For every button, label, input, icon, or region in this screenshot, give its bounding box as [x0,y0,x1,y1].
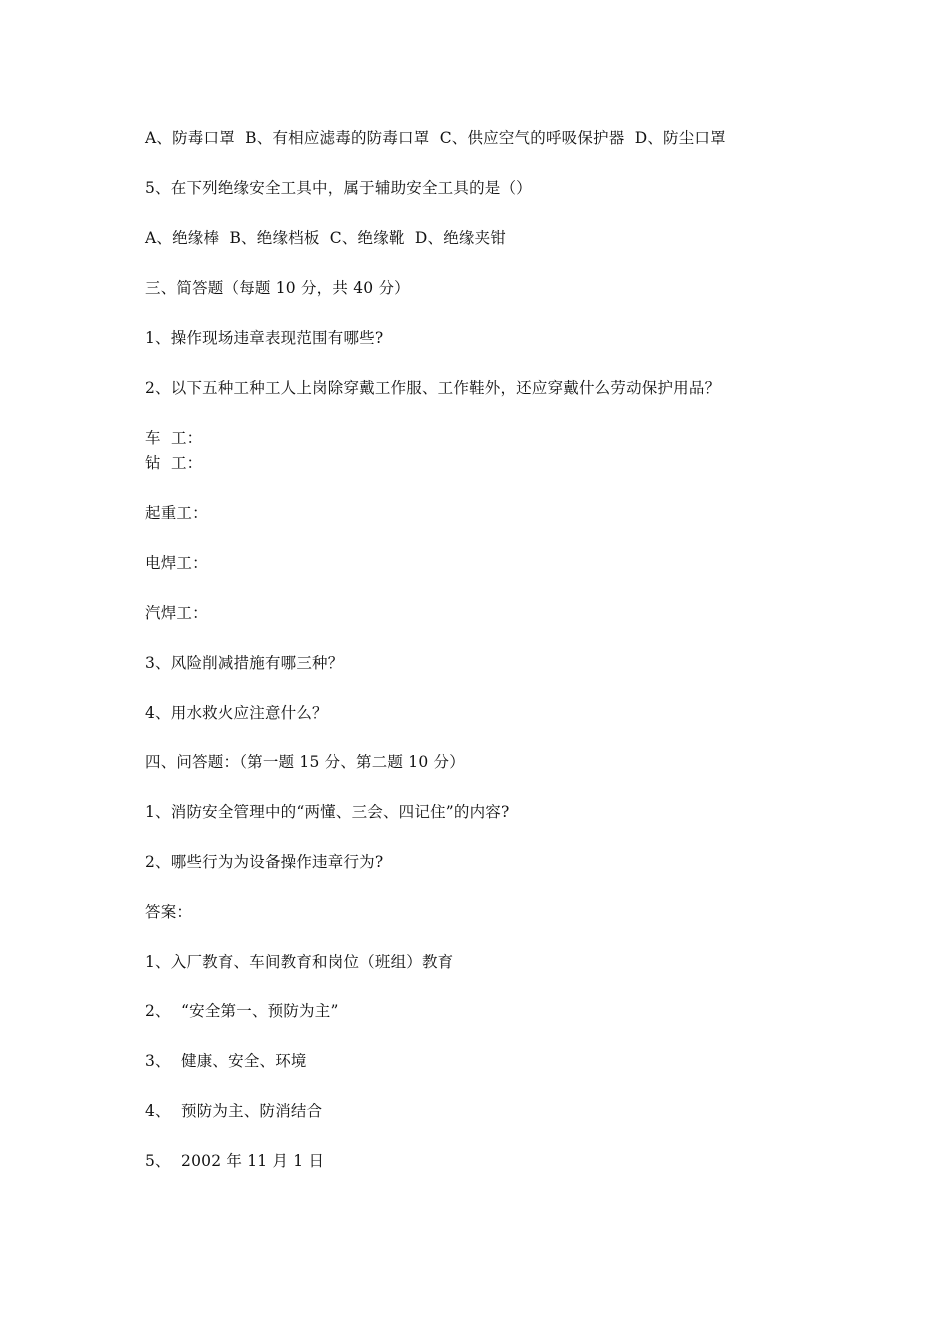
short-answer-4: 4、用水救火应注意什么？ [145,704,328,722]
section-4-heading: 四、问答题：（第一题 15 分、第二题 10 分） [145,753,465,771]
q4-options: A、防毒口罩 B、有相应滤毒的防毒口罩 C、供应空气的呼吸保护器 D、防尘口罩 [145,129,726,147]
short-answer-2: 2、以下五种工种工人上岗除穿戴工作服、工作鞋外，还应穿戴什么劳动保护用品？ [145,379,721,397]
worker-crane: 起重工： [145,504,208,522]
worker-lathe: 车 工： [145,429,203,447]
answer-4: 4、 预防为主、防消结合 [145,1102,323,1120]
worker-gas-welder: 汽焊工： [145,604,208,622]
answer-5: 5、 2002 年 11 月 1 日 [145,1152,325,1170]
answer-3: 3、 健康、安全、环境 [145,1052,307,1070]
essay-question-1: 1、消防安全管理中的“两懂、三会、四记住”的内容? [145,803,510,821]
short-answer-1: 1、操作现场违章表现范围有哪些? [145,329,384,347]
worker-electric-welder: 电焊工： [145,554,208,572]
short-answer-3: 3、风险削减措施有哪三种？ [145,654,344,672]
answer-1: 1、入厂教育、车间教育和岗位（班组）教育 [145,953,454,971]
answer-2: 2、 “安全第一、预防为主” [145,1002,339,1020]
q5-options: A、绝缘棒 B、绝缘档板 C、绝缘靴 D、绝缘夹钳 [145,229,507,247]
essay-question-2: 2、哪些行为为设备操作违章行为? [145,853,384,871]
section-3-heading: 三、简答题（每题 10 分，共 40 分） [145,279,410,297]
question-5: 5、在下列绝缘安全工具中，属于辅助安全工具的是（） [145,179,532,197]
worker-drill: 钻 工： [145,454,203,472]
answers-heading: 答案： [145,903,193,921]
